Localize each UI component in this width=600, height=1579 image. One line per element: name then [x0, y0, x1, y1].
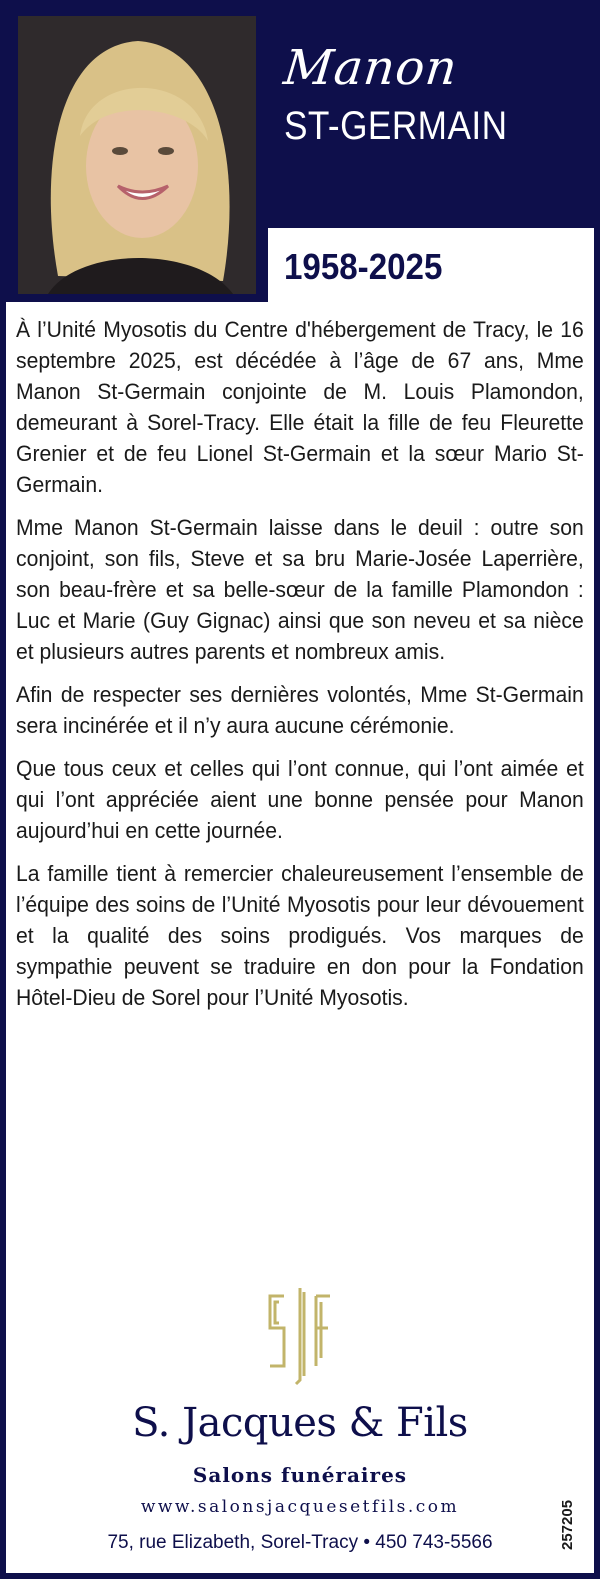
portrait-photo: [18, 16, 256, 294]
paragraph: Que tous ceux et celles qui l’ont connue, qui l’ont aimée et qui l’ont appréciée aient une bonne pensée pour Manon aujourd’hui en cette journée.: [16, 756, 584, 843]
ad-id: 257205: [559, 1499, 576, 1550]
address-phone: 75, rue Elizabeth, Sorel-Tracy • 450 743-5566: [107, 1532, 493, 1553]
company-subtitle: Salons funéraires: [192, 1463, 408, 1487]
portrait-icon: [18, 16, 256, 294]
obituary-text: [16, 314, 584, 1025]
paragraph: Mme Manon St-Germain laisse dans le deuil : outre son conjoint, son fils, Steve et sa bru Marie-Josée Laperrière, son beau-frère et sa belle-sœur de la famille Plamondon : Luc et Marie (Guy Gignac) ainsi que son neveu et sa nièce et plusieurs autres parents et nombreux amis.: [16, 515, 584, 664]
first-name: Manon: [281, 40, 461, 96]
life-years: 1958-2025: [284, 246, 443, 287]
website-link[interactable]: www.salonsjacquesetfils.com: [140, 1497, 460, 1517]
sjf-logo-icon: [264, 1288, 336, 1393]
last-name: ST-GERMAIN: [284, 104, 508, 148]
company-name: S. Jacques & Fils: [132, 1400, 468, 1446]
paragraph: La famille tient à remercier chaleureusement l’ensemble de l’équipe des soins de l’Unité Myosotis pour leur dévouement et la qualité des soins prodigués. Vos marques de sympathie peuvent se traduire en don pour la Fondation Hôtel-Dieu de Sorel pour l’Unité Myosotis.: [16, 861, 584, 1010]
paragraph: Afin de respecter ses dernières volontés, Mme St-Germain sera incinérée et il n’y aura aucune cérémonie.: [16, 682, 584, 738]
paragraph: À l’Unité Myosotis du Centre d'hébergement de Tracy, le 16 septembre 2025, est décédée à l’âge de 67 ans, Mme Manon St-Germain conjointe de M. Louis Plamondon, demeurant à Sorel-Tracy. Elle était la fille de feu Fleurette Grenier et de feu Lionel St-Germain et la sœur Mario St-Germain.: [16, 317, 584, 497]
